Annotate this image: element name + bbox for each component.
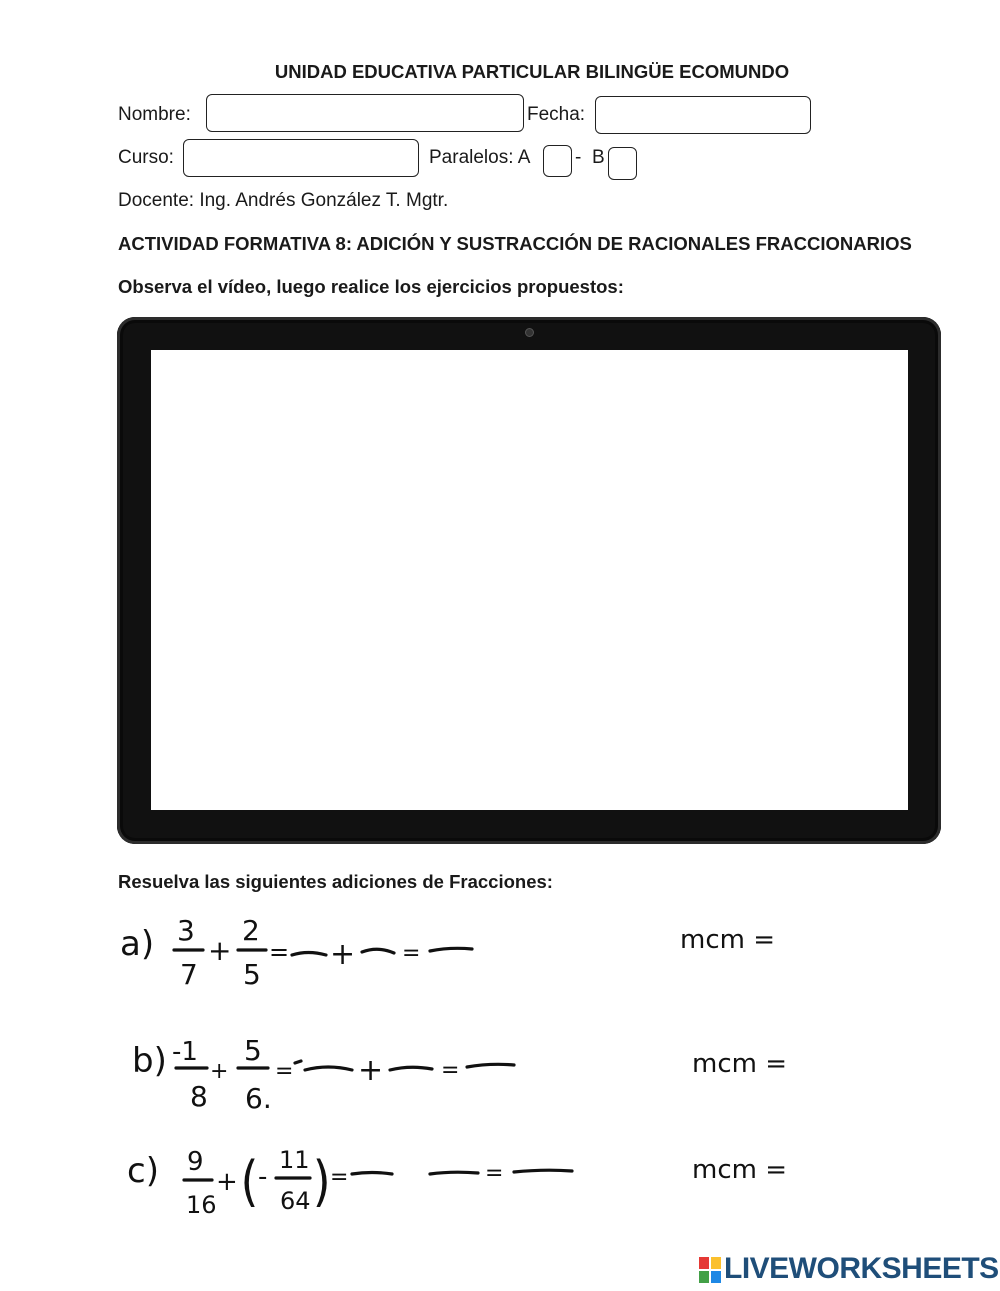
paralelos-label: Paralelos: A xyxy=(429,147,531,168)
exercise-a xyxy=(120,914,775,991)
svg-text:11: 11 xyxy=(279,1146,310,1174)
liveworksheets-logo[interactable]: LIVEWORKSHEETS xyxy=(724,1252,999,1285)
svg-text:7: 7 xyxy=(180,958,198,991)
svg-text:=: = xyxy=(441,1058,460,1083)
handwritten-exercises xyxy=(0,900,1000,1230)
svg-text:5: 5 xyxy=(244,1034,262,1067)
exercise-b xyxy=(132,1034,787,1115)
svg-text:=: = xyxy=(269,938,290,966)
svg-text:=: = xyxy=(402,941,421,966)
svg-text:+: + xyxy=(208,934,232,967)
svg-text:=: = xyxy=(485,1161,504,1186)
svg-text:+: + xyxy=(210,1059,229,1084)
exercise-c-mcm: mcm = xyxy=(692,1155,787,1185)
docente-text: Docente: Ing. Andrés González T. Mgtr. xyxy=(118,190,449,211)
curso-input[interactable] xyxy=(183,139,419,177)
exercise-b-mcm: mcm = xyxy=(692,1049,787,1079)
school-title: UNIDAD EDUCATIVA PARTICULAR BILINGÜE ECOMUNDO xyxy=(274,61,790,82)
svg-text:+: + xyxy=(330,937,356,972)
camera-icon xyxy=(525,328,534,337)
nombre-label: Nombre: xyxy=(118,104,191,125)
exercise-a-label: a) xyxy=(120,924,155,964)
svg-text:3: 3 xyxy=(177,914,195,947)
svg-text:-: - xyxy=(258,1162,268,1192)
svg-text:6.: 6. xyxy=(245,1082,272,1115)
paralelo-b-label: B xyxy=(592,147,605,168)
fecha-label: Fecha: xyxy=(527,104,586,125)
paralelo-separator: - xyxy=(575,147,582,168)
curso-label: Curso: xyxy=(118,147,174,168)
exercise-c-label: c) xyxy=(127,1151,159,1191)
instruction-text: Observa el vídeo, luego realice los ejercicios propuestos: xyxy=(118,276,624,297)
svg-text:5: 5 xyxy=(243,958,261,991)
svg-text:+: + xyxy=(216,1167,238,1197)
fecha-input[interactable] xyxy=(595,96,811,134)
svg-text:9: 9 xyxy=(187,1147,204,1177)
svg-text:8: 8 xyxy=(190,1080,208,1113)
svg-text:16: 16 xyxy=(186,1191,217,1219)
svg-text:(: ( xyxy=(240,1149,259,1213)
paralelo-b-checkbox[interactable] xyxy=(608,147,637,180)
exercise-b-label: b) xyxy=(132,1041,167,1081)
video-player[interactable] xyxy=(151,350,908,810)
svg-text:=: = xyxy=(330,1165,349,1190)
svg-text:2: 2 xyxy=(242,914,260,947)
svg-text:-1: -1 xyxy=(172,1037,198,1067)
svg-text:): ) xyxy=(312,1149,331,1213)
liveworksheets-logo-icon xyxy=(699,1257,721,1283)
activity-title: ACTIVIDAD FORMATIVA 8: ADICIÓN Y SUSTRACCIÓN DE RACIONALES FRACCIONARIOS xyxy=(118,233,912,254)
svg-text:+: + xyxy=(358,1053,384,1088)
exercise-a-mcm: mcm = xyxy=(680,925,775,955)
svg-text:=: = xyxy=(275,1059,294,1084)
svg-text:64: 64 xyxy=(280,1187,311,1215)
paralelo-a-checkbox[interactable] xyxy=(543,145,572,177)
exercises-heading: Resuelva las siguientes adiciones de Fracciones: xyxy=(118,871,553,892)
nombre-input[interactable] xyxy=(206,94,524,132)
exercise-c xyxy=(127,1146,787,1219)
